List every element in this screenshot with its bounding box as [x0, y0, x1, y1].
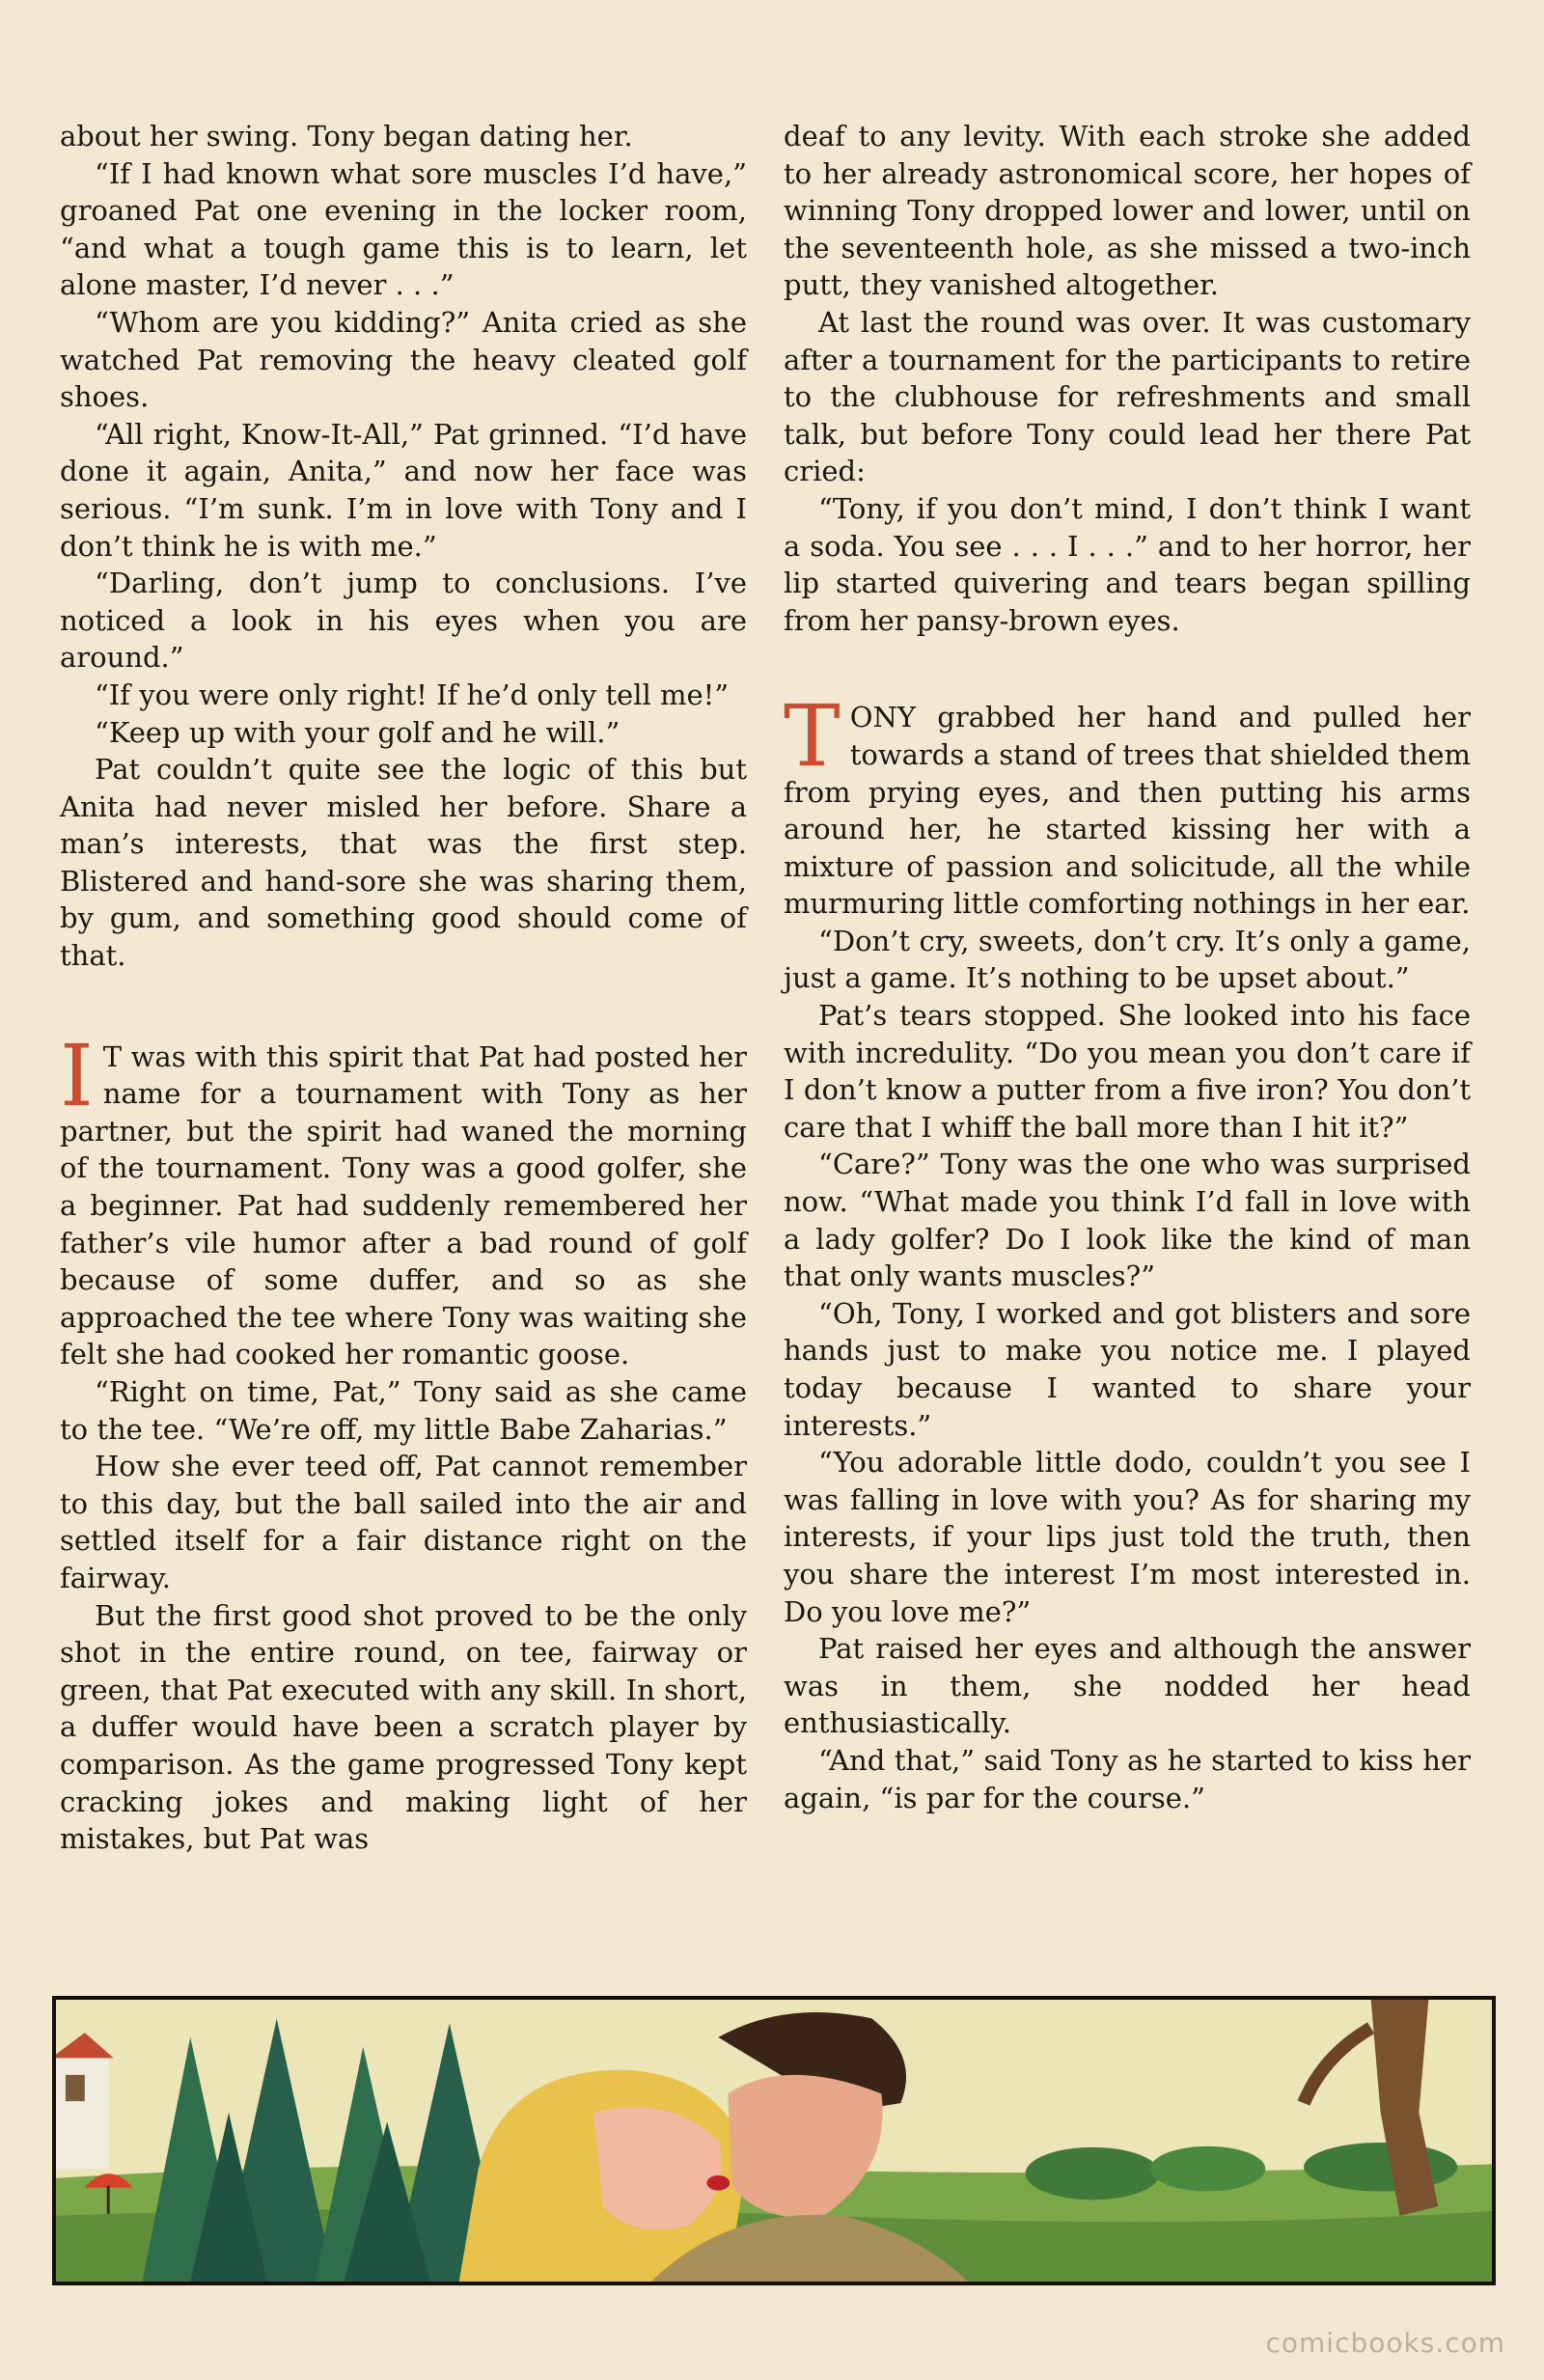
- paragraph: “If I had known what sore muscles I’d have,” groaned Pat one evening in the locker room, “and what a tough game this is to learn, let alone master, I’d never . . .”: [60, 156, 747, 302]
- paragraph: “If you were only right! If he’d only tell me!”: [95, 678, 730, 711]
- paragraph: “You adorable little dodo, couldn’t you see I was falling in love with you? As for sharing my interests, if your lips just told the truth, then you share the interest I’m most interested in. Do you love me?”: [784, 1446, 1471, 1628]
- paragraph: [784, 686, 1471, 923]
- paragraph: “Darling, don’t jump to conclusions. I’ve noticed a look in his eyes when you are around.”: [60, 567, 747, 675]
- paragraph: “Oh, Tony, I worked and got blisters and sore hands just to make you notice me. I played today because I wanted to share your interests.”: [784, 1296, 1471, 1442]
- paragraph: “Tony, if you don’t mind, I don’t think I want a soda. You see . . . I . . .” and to her horror, her lip started quivering and tears began spilling from her pansy-brown eyes.: [784, 491, 1471, 637]
- paragraph: “Keep up with your golf and he will.”: [95, 715, 620, 749]
- paragraph: “Care?” Tony was the one who was surprised now. “What made you think I’d fall in love with a lady golfer? Do I look like the kind of man that only wants muscles?”: [784, 1148, 1471, 1293]
- paragraph: But the first good shot proved to be the only shot in the entire round, on tee, fairway or green, that Pat executed with any skill. In short, a duffer would have been a scratch player by comparison. As the game progressed Tony kept cracking jokes and making light of her mistakes, but Pat was: [60, 1598, 747, 1856]
- comic-panel-kiss-illustration: [52, 1996, 1496, 2285]
- paragraph: Pat raised her eyes and although the answer was in them, she nodded her head enthusiastically.: [784, 1632, 1471, 1740]
- drop-cap: I: [60, 1025, 94, 1125]
- drop-cap: T: [784, 686, 841, 787]
- paragraph: Pat couldn’t quite see the logic of this but Anita had never misled her before. Share a man’s interests, that was the first step. Blistered and hand-sore she was sharing them, by gum, and something good should come of that.: [60, 753, 747, 973]
- section-break: [784, 639, 1471, 699]
- paragraph-text: ONY grabbed her hand and pulled her towards a stand of trees that shielded them from prying eyes, and then putting his arms around her, he started kissing her with a mixture of passion and solicitude, all the while murmuring little comforting nothings in her ear.: [784, 701, 1471, 921]
- paragraph: about her swing. Tony began dating her.: [60, 120, 633, 152]
- illustration-svg: [56, 2000, 1492, 2282]
- watermark: comicbooks.com: [1265, 2327, 1505, 2359]
- paragraph: deaf to any levity. With each stroke she added to her already astronomical score, her hopes of winning Tony dropped lower and lower, until on the seventeenth hole, as she missed a two-inch putt, they vanished altogether.: [784, 120, 1471, 302]
- paragraph: How she ever teed off, Pat cannot remember to this day, but the ball sailed into the air and settled itself for a fair distance right on the fairway.: [60, 1450, 747, 1594]
- paragraph: At last the round was over. It was customary after a tournament for the participants to retire to the clubhouse for refreshments and small talk, but before Tony could lead her there Pat cried:: [784, 305, 1471, 488]
- paragraph: “All right, Know-It-All,” Pat grinned. “I’d have done it again, Anita,” and now her face was serious. “I’m sunk. I’m in love with Tony and I don’t think he is with me.”: [60, 417, 747, 563]
- paragraph: “And that,” said Tony as he started to kiss her again, “is par for the course.”: [784, 1743, 1471, 1814]
- paragraph-text: T was with this spirit that Pat had posted her name for a tournament with Tony as her partner, but the spirit had waned the morning of the tournament. Tony was a good golfer, she a beginner. Pat had suddenly remembered her father’s vile humor after a bad round of golf because of some duffer, and so as she approached the tee where Tony was waiting she felt she had cooked her romantic goose.: [60, 1039, 747, 1371]
- paragraph: “Whom are you kidding?” Anita cried as she watched Pat removing the heavy cleated golf shoes.: [60, 305, 747, 414]
- paragraph: “Right on time, Pat,” Tony said as she came to the tee. “We’re off, my little Babe Zaharias.”: [60, 1375, 747, 1446]
- paragraph: “Don’t cry, sweets, don’t cry. It’s only a game, just a game. It’s nothing to be upset about.”: [784, 924, 1471, 995]
- section-break: [60, 975, 747, 1038]
- right-text-column: [784, 118, 1471, 1816]
- paragraph: Pat’s tears stopped. She looked into his face with incredulity. “Do you mean you don’t care if I don’t know a putter from a five iron? You don’t care that I whiff the ball more than I hit it?”: [784, 999, 1471, 1144]
- paragraph: [60, 1025, 747, 1373]
- left-text-column: [60, 118, 747, 1858]
